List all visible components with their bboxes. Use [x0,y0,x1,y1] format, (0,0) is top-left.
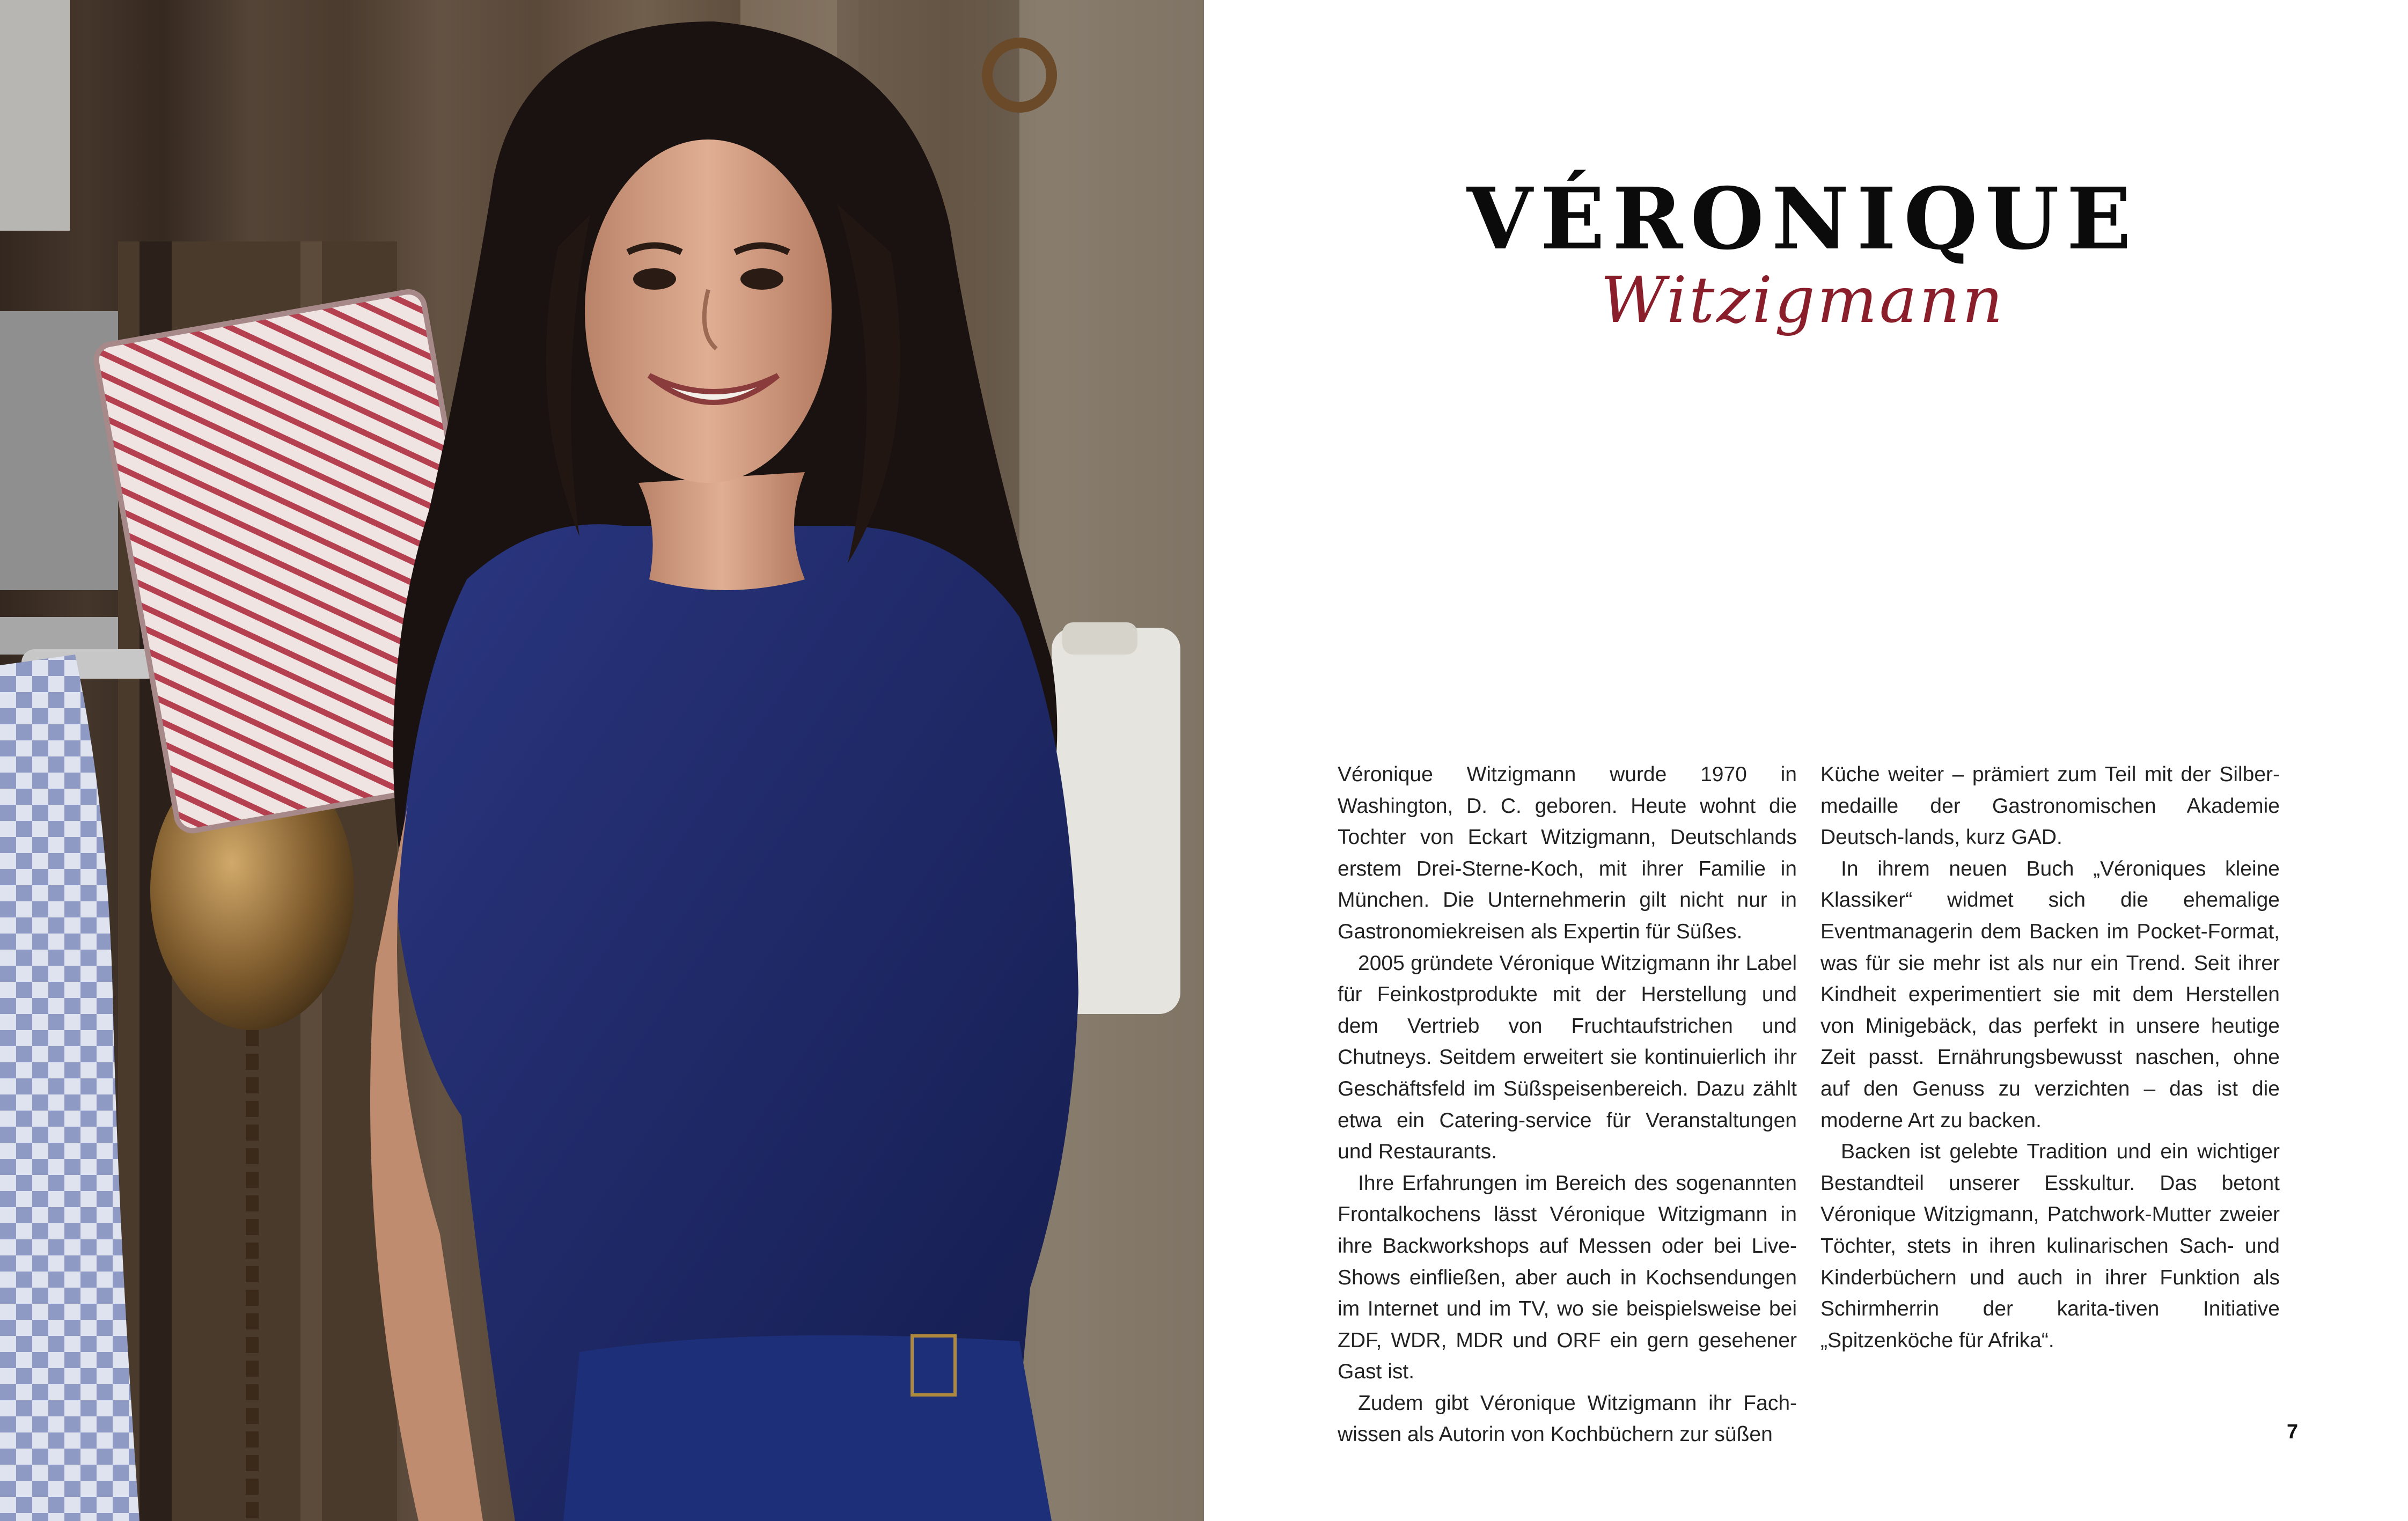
text-column-right [1820,759,2280,1356]
title-last-name: Witzigmann [1600,263,2006,337]
paragraph: Ihre Erfahrungen im Bereich des sogenannten Frontalkochens lässt Véronique Witzigmann in ihre Backworkshops auf Messen oder bei Live-Shows einfließen, aber auch in Kochsendungen im Internet und im TV, wo sie beispielsweise bei ZDF, WDR, MDR und ORF ein gern gesehener Gast ist. [1338,1171,1797,1384]
title-first-name: VÉRONIQUE [1466,170,2139,269]
paragraph: Zudem gibt Véronique Witzigmann ihr Fach-wissen als Autorin von Kochbüchern zur süßen [1338,1391,1797,1446]
paragraph: 2005 gründete Véronique Witzigmann ihr Label für Feinkostprodukte mit der Herstellung und dem Vertrieb von Fruchtaufstrichen und Chutneys. Seitdem erweitert sie kontinuierlich ihr Geschäftsfeld im Süßspeisenbereich. Dazu zählt etwa ein Catering-service für Veranstaltungen und Restaurants. [1338,951,1797,1164]
paragraph: In ihrem neuen Buch „Véroniques kleine Klassiker“ widmet sich die ehemalige Eventmanagerin dem Backen im Pocket-Format, was für sie mehr ist als nur ein Trend. Seit ihrer Kindheit experimentiert sie mit dem Herstellen von Minigebäck, das perfekt in unsere heutige Zeit passt. Ernährungsbewusst naschen, ohne auf den Genuss zu verzichten – das ist die moderne Art zu backen. [1820,857,2280,1132]
page-number: 7 [2287,1421,2299,1443]
paragraph: Küche weiter – prämiert zum Teil mit der Silber-medaille der Gastronomischen Akademie Deutsch-lands, kurz GAD. [1820,763,2280,849]
paragraph: Backen ist gelebte Tradition und ein wichtiger Bestandteil unserer Esskultur. Das betont Véronique Witzigmann, Patchwork-Mutter zweier Töchter, stets in ihren kulinarischen Sach- und Kinderbüchern und auch in ihrer Funktion als Schirmherrin der karita-tiven Initiative „Spitzenköche für Afrika“. [1820,1140,2280,1352]
title-block [1449,170,2157,337]
text-column-left [1338,759,1797,1451]
paragraph: Véronique Witzigmann wurde 1970 in Washington, D. C. geboren. Heute wohnt die Tochter von Eckart Witzigmann, Deutschlands erstem Drei-Sterne-Koch, mit ihrer Familie in München. Die Unternehmerin gilt nicht nur in Gastronomiekreisen als Expertin für Süßes. [1338,763,1797,943]
